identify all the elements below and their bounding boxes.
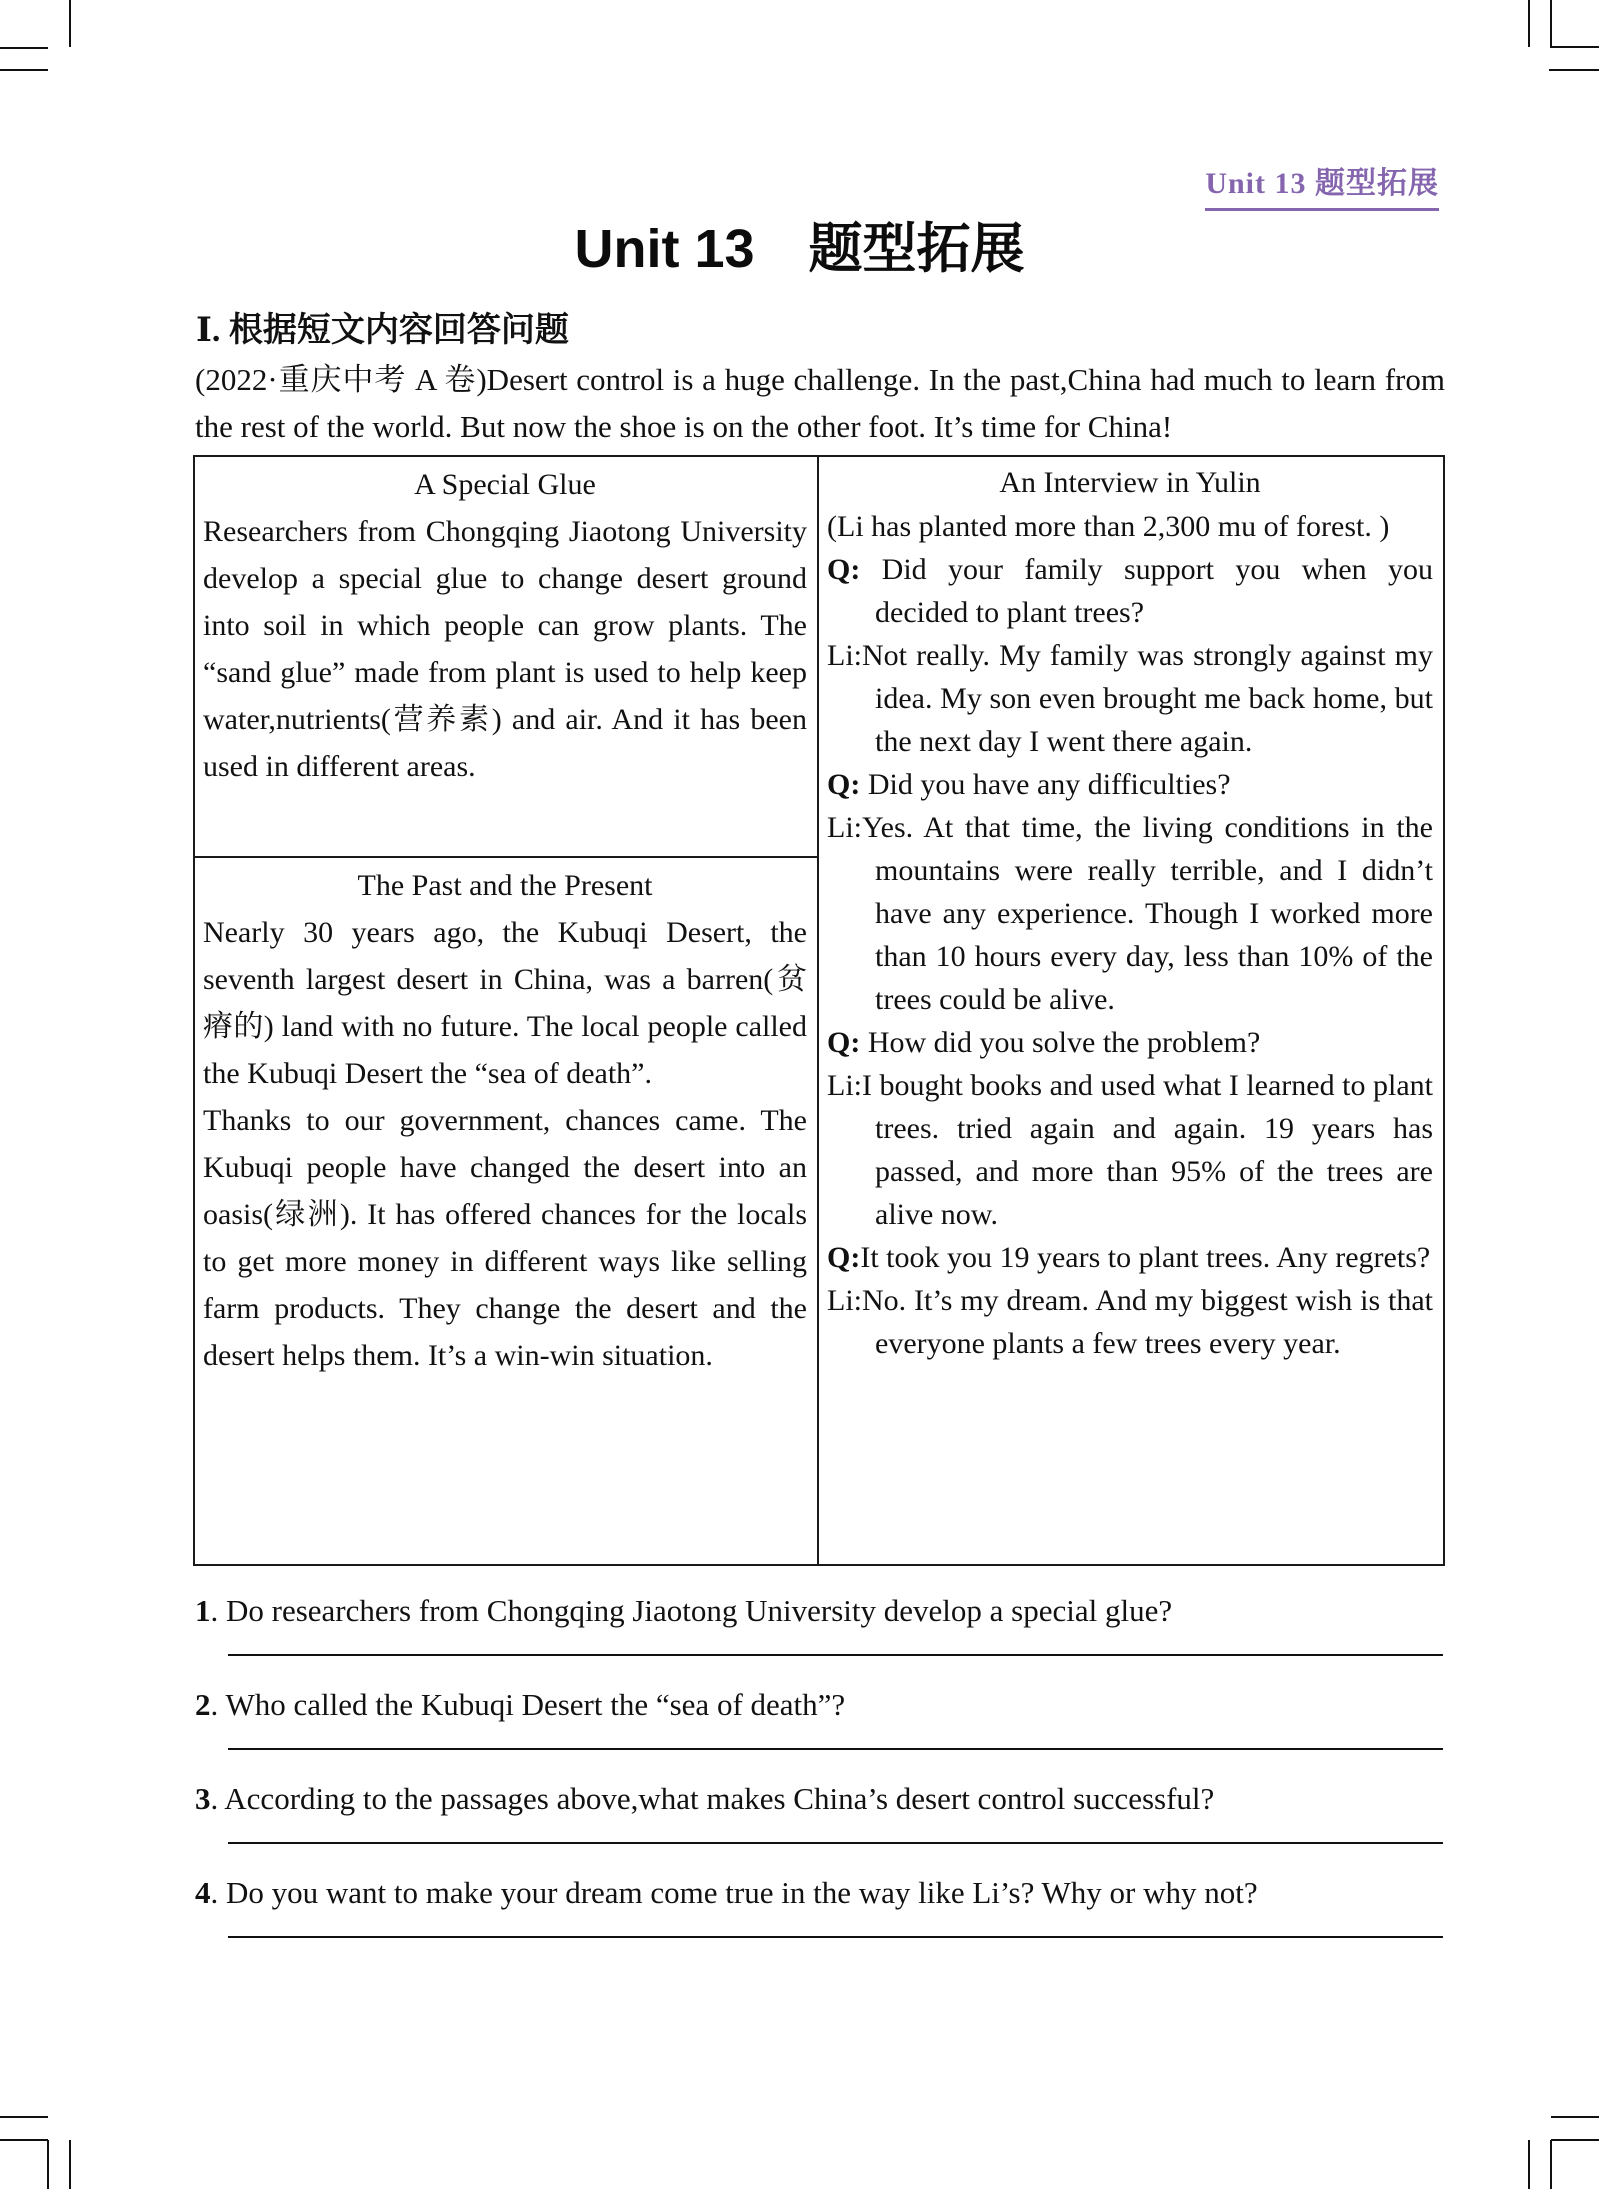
crop-mark-line: [0, 2116, 48, 2118]
crop-mark-line: [1551, 2116, 1599, 2118]
question-block: [195, 1780, 1445, 1844]
question-number: 2: [195, 1687, 211, 1722]
questions-section: [195, 1592, 1445, 1968]
dialogue-line: [827, 1236, 1433, 1279]
question-number: 4: [195, 1875, 211, 1910]
dialogue-text: Did you have any difficulties?: [860, 768, 1231, 801]
crop-mark-line: [47, 2140, 49, 2189]
dialogue-speaker: Li:: [827, 811, 862, 844]
answer-line: [228, 1936, 1443, 1938]
question-text: [195, 1686, 1445, 1724]
question-text: [195, 1780, 1445, 1818]
dialogue-speaker: Q:: [827, 1241, 861, 1274]
dialogue-speaker: Q:: [827, 553, 861, 586]
dialogue-line: [827, 1279, 1433, 1365]
dialogue-line: [827, 1064, 1433, 1236]
dialogue-text: No. It’s my dream. And my biggest wish is that everyone plants a few trees every year.: [862, 1284, 1433, 1360]
dialogue-text: It took you 19 years to plant trees. Any regrets?: [860, 1241, 1431, 1274]
crop-mark-line: [1550, 46, 1599, 48]
section-heading: Ⅰ. 根据短文内容回答问题: [196, 312, 569, 349]
question-body: . According to the passages above,what makes China’s desert control successful?: [210, 1781, 1215, 1816]
dialogue-line: [827, 763, 1433, 806]
crop-mark-line: [0, 2139, 48, 2141]
dialogue-text: How did you solve the problem?: [860, 1026, 1261, 1059]
crop-mark-line: [1528, 0, 1530, 47]
page-title: Unit 13 题型拓展: [574, 219, 1025, 279]
dialogue-speaker: Q:: [827, 1026, 861, 1059]
passage-heading: An Interview in Yulin: [999, 466, 1261, 499]
question-number: 3: [195, 1781, 211, 1816]
passage-special-glue: [195, 457, 817, 858]
interview-dialogue: [827, 548, 1433, 1365]
passage-table: [193, 455, 1445, 1566]
passage-body: Researchers from Chongqing Jiaotong University develop a special glue to change desert ground into soil in which people can grow plants. The “sand glue” made from plant is used to help keep water,nutrients(营养素) and air. And it has been used in different areas.: [203, 515, 807, 783]
passage-table-left-column: [195, 457, 819, 1564]
dialogue-line: [827, 634, 1433, 763]
interview-note: (Li has planted more than 2,300 mu of forest. ): [827, 510, 1390, 543]
passage-paragraph: Thanks to our government, chances came. The Kubuqi people have changed the desert into an oasis(绿洲). It has offered chances for the locals to get more money in different ways like selling farm products. They change the desert and the desert helps them. It’s a win-win situation.: [203, 1104, 807, 1372]
dialogue-text: I bought books and used what I learned to plant trees. tried again and again. 19 years has passed, and more than 95% of the trees are alive now.: [862, 1069, 1433, 1231]
crop-mark-line: [1551, 2139, 1599, 2141]
passage-paragraph: Nearly 30 years ago, the Kubuqi Desert, the seventh largest desert in China, was a barren(贫瘠的) land with no future. The local people called the Kubuqi Desert the “sea of death”.: [203, 916, 807, 1090]
passage-past-present: [195, 858, 817, 1564]
crop-mark-line: [1550, 0, 1552, 47]
question-block: [195, 1874, 1445, 1938]
question-text: [195, 1592, 1445, 1630]
crop-mark-line: [1550, 2140, 1552, 2189]
question-block: [195, 1686, 1445, 1750]
dialogue-text: Yes. At that time, the living conditions in the mountains were really terrible, and I didn’t have any experience. Though I worked more than 10 hours every day, less than 10% of the trees could be alive.: [862, 811, 1433, 1016]
question-number: 1: [195, 1593, 211, 1628]
crop-mark-line: [69, 2140, 71, 2189]
crop-mark-line: [1528, 2140, 1530, 2189]
intro-paragraph: (2022·重庆中考 A 卷)Desert control is a huge challenge. In the past,China had much to learn from the rest of the world. But now the shoe is on the other foot. It’s time for China!: [195, 362, 1445, 444]
question-body: . Do you want to make your dream come true in the way like Li’s? Why or why not?: [210, 1875, 1258, 1910]
crop-mark-line: [0, 69, 48, 71]
question-block: [195, 1592, 1445, 1656]
answer-line: [228, 1654, 1443, 1656]
dialogue-speaker: Li:: [827, 1284, 862, 1317]
dialogue-text: Not really. My family was strongly against my idea. My son even brought me back home, but the next day I went there again.: [862, 639, 1433, 758]
dialogue-text: Did your family support you when you decided to plant trees?: [860, 553, 1433, 629]
dialogue-line: [827, 806, 1433, 1021]
running-head: Unit 13 题型拓展: [1205, 158, 1439, 211]
dialogue-speaker: Li:: [827, 1069, 862, 1102]
question-text: [195, 1874, 1445, 1912]
question-body: . Who called the Kubuqi Desert the “sea of death”?: [210, 1687, 846, 1722]
passage-heading: The Past and the Present: [357, 869, 653, 902]
dialogue-speaker: Li:: [827, 639, 862, 672]
crop-mark-line: [0, 47, 48, 49]
answer-line: [228, 1748, 1443, 1750]
passage-heading: A Special Glue: [414, 468, 596, 501]
question-body: . Do researchers from Chongqing Jiaotong University develop a special glue?: [210, 1593, 1173, 1628]
dialogue-line: [827, 548, 1433, 634]
passage-interview: [819, 457, 1443, 1564]
crop-mark-line: [69, 0, 71, 47]
crop-mark-line: [1549, 69, 1599, 71]
dialogue-speaker: Q:: [827, 768, 861, 801]
dialogue-line: [827, 1021, 1433, 1064]
answer-line: [228, 1842, 1443, 1844]
